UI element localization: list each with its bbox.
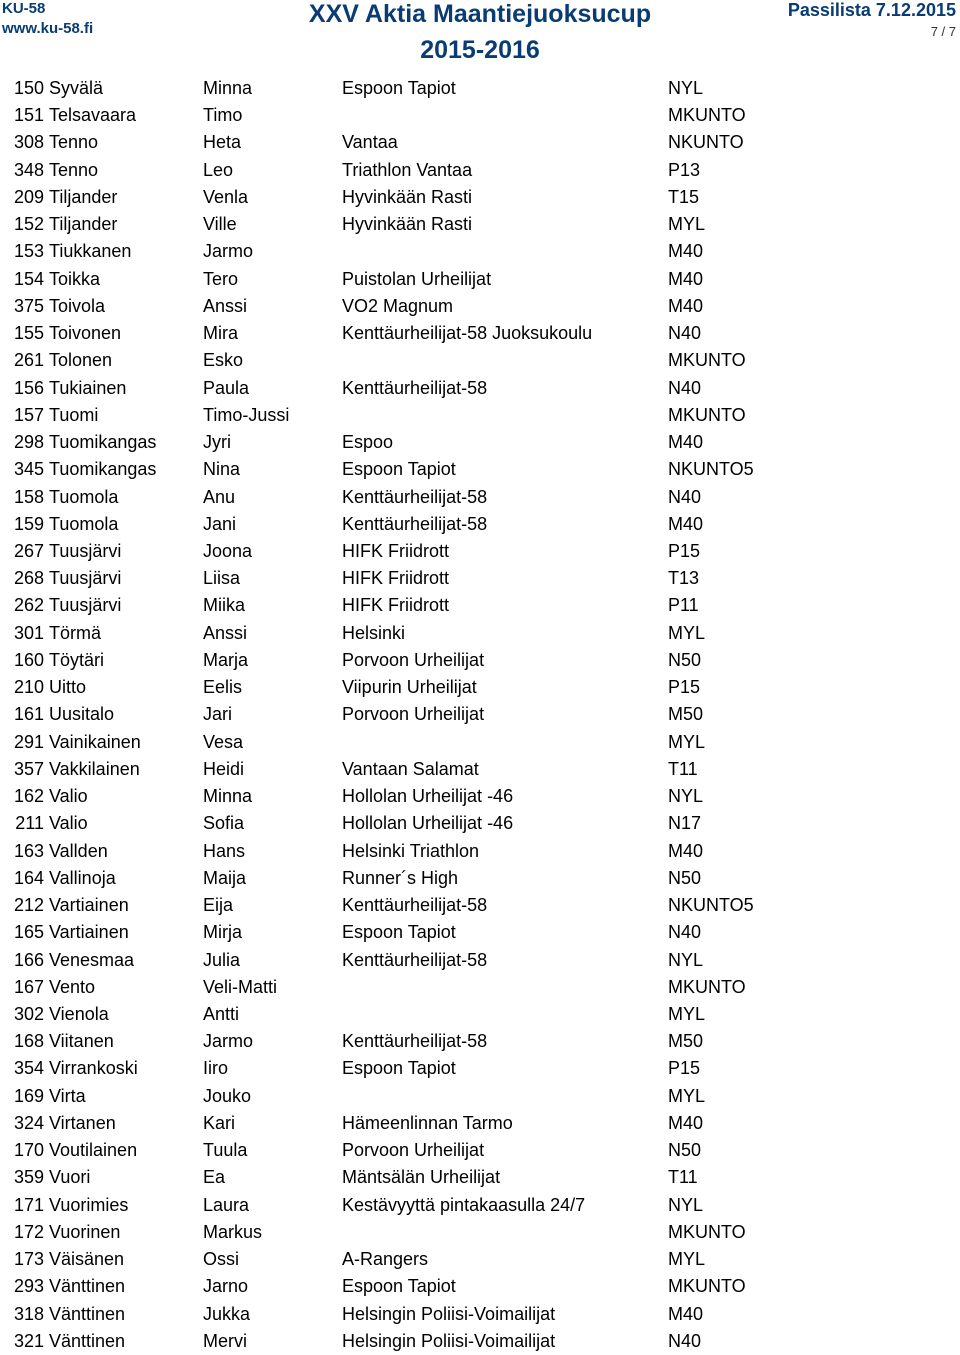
list-item xyxy=(0,1001,960,1028)
class-label: M40 xyxy=(668,432,704,453)
class-label: P13 xyxy=(668,159,701,180)
class-label: P15 xyxy=(668,677,701,698)
last-name: Toivola xyxy=(49,295,106,316)
class-label: NYL xyxy=(668,78,704,98)
bib-number: 164 xyxy=(13,867,44,888)
list-item xyxy=(0,320,960,347)
last-name: Tuusjärvi xyxy=(49,568,122,589)
club-name: Kenttäurheilijat-58 xyxy=(342,513,488,534)
first-name: Heta xyxy=(203,132,242,153)
class-label: MKUNTO xyxy=(668,404,746,425)
last-name: Vuorinen xyxy=(49,1221,121,1242)
club-name: Helsinki Triathlon xyxy=(342,840,480,861)
last-name: Vienola xyxy=(49,1003,109,1024)
club-name: Mäntsälän Urheilijat xyxy=(342,1167,501,1188)
list-item xyxy=(0,810,960,837)
last-name: Vainikainen xyxy=(49,731,141,752)
bib-number: 301 xyxy=(13,622,44,643)
list-item xyxy=(0,429,960,456)
last-name: Tuomola xyxy=(49,513,119,534)
last-name: Vänttinen xyxy=(49,1276,126,1297)
club-name: Kestävyyttä pintakaasulla 24/7 xyxy=(342,1194,586,1215)
class-label: M40 xyxy=(668,268,704,289)
first-name: Liisa xyxy=(203,568,241,589)
first-name: Miika xyxy=(203,595,246,616)
first-name: Jouko xyxy=(203,1085,252,1106)
last-name: Syvälä xyxy=(49,78,104,98)
bib-number: 155 xyxy=(13,323,44,344)
bib-number: 162 xyxy=(13,786,44,807)
first-name: Esko xyxy=(203,350,244,371)
first-name: Jukka xyxy=(203,1303,251,1324)
club-name: Espoon Tapiot xyxy=(342,922,456,943)
class-label: N50 xyxy=(668,649,702,670)
bib-number: 268 xyxy=(13,568,44,589)
first-name: Jarno xyxy=(203,1276,249,1297)
first-name: Jari xyxy=(203,704,233,725)
list-item xyxy=(0,1055,960,1082)
bib-number: 158 xyxy=(13,486,44,507)
class-label: P15 xyxy=(668,540,701,561)
last-name: Tuomola xyxy=(49,486,119,507)
list-item xyxy=(0,1028,960,1055)
class-label: N17 xyxy=(668,813,702,834)
last-name: Tiljander xyxy=(49,186,118,207)
first-name: Minna xyxy=(203,786,253,807)
last-name: Virtanen xyxy=(49,1112,116,1133)
club-name: Espoon Tapiot xyxy=(342,459,456,480)
first-name: Veli-Matti xyxy=(203,976,278,997)
last-name: Uitto xyxy=(49,677,87,698)
bib-number: 154 xyxy=(13,268,44,289)
club-name: Helsinki xyxy=(342,622,406,643)
bib-number: 291 xyxy=(13,731,44,752)
bib-number: 302 xyxy=(13,1003,44,1024)
club-name: Porvoon Urheilijat xyxy=(342,649,485,670)
list-item xyxy=(0,75,960,102)
last-name: Valio xyxy=(49,786,88,807)
list-item xyxy=(0,1301,960,1328)
first-name: Laura xyxy=(203,1194,250,1215)
last-name: Toikka xyxy=(49,268,101,289)
class-label: MYL xyxy=(668,214,706,235)
bib-number: 169 xyxy=(13,1085,44,1106)
last-name: Viitanen xyxy=(49,1031,114,1052)
class-label: M50 xyxy=(668,1031,704,1052)
last-name: Vallden xyxy=(49,840,108,861)
list-item xyxy=(0,511,960,538)
club-name: Vantaa xyxy=(342,132,398,153)
bib-number: 172 xyxy=(13,1221,44,1242)
bib-number: 166 xyxy=(13,949,44,970)
list-item xyxy=(0,592,960,619)
first-name: Heidi xyxy=(203,758,245,779)
last-name: Tuomi xyxy=(49,404,99,425)
last-name: Tiukkanen xyxy=(49,241,132,262)
class-label: NYL xyxy=(668,1194,704,1215)
bib-number: 157 xyxy=(13,404,44,425)
last-name: Tukiainen xyxy=(49,377,127,398)
first-name: Mervi xyxy=(203,1330,247,1351)
first-name: Nina xyxy=(203,459,241,480)
organization-name: KU-58 xyxy=(2,0,46,17)
class-label: N40 xyxy=(668,377,702,398)
first-name: Tuula xyxy=(203,1140,248,1161)
list-item xyxy=(0,129,960,156)
list-item xyxy=(0,674,960,701)
class-label: NYL xyxy=(668,949,704,970)
list-item xyxy=(0,620,960,647)
page-title: XXV Aktia Maantiejuoksucup xyxy=(308,0,652,28)
list-item xyxy=(0,1246,960,1273)
list-item xyxy=(0,1137,960,1164)
bib-number: 293 xyxy=(13,1276,44,1297)
first-name: Timo-Jussi xyxy=(203,404,290,425)
class-label: MKUNTO xyxy=(668,976,746,997)
participant-list xyxy=(0,75,960,1355)
list-item xyxy=(0,538,960,565)
class-label: T11 xyxy=(668,758,698,779)
club-name: Kenttäurheilijat-58 xyxy=(342,895,488,916)
last-name: Telsavaara xyxy=(49,105,137,126)
bib-number: 321 xyxy=(13,1330,44,1351)
bib-number: 261 xyxy=(13,350,44,371)
bib-number: 167 xyxy=(13,976,44,997)
first-name: Jarmo xyxy=(203,241,254,262)
list-item xyxy=(0,783,960,810)
last-name: Tuusjärvi xyxy=(49,540,122,561)
first-name: Jyri xyxy=(203,432,231,453)
first-name: Anssi xyxy=(203,295,248,316)
last-name: Töytäri xyxy=(49,649,105,670)
first-name: Eija xyxy=(203,895,234,916)
class-label: MKUNTO xyxy=(668,1276,746,1297)
club-name: Helsingin Poliisi-Voimailijat xyxy=(342,1303,556,1324)
bib-number: 168 xyxy=(13,1031,44,1052)
last-name: Tenno xyxy=(49,159,99,180)
bib-number: 354 xyxy=(13,1058,44,1079)
list-item xyxy=(0,565,960,592)
class-label: MYL xyxy=(668,1085,706,1106)
class-label: T15 xyxy=(668,186,700,207)
list-item xyxy=(0,1083,960,1110)
bib-number: 324 xyxy=(13,1112,44,1133)
last-name: Vänttinen xyxy=(49,1303,126,1324)
first-name: Eelis xyxy=(203,677,243,698)
last-name: Vallinoja xyxy=(49,867,116,888)
list-item xyxy=(0,1328,960,1355)
club-name: Runner´s High xyxy=(342,867,459,888)
last-name: Vento xyxy=(49,976,96,997)
bib-number: 262 xyxy=(13,595,44,616)
bib-number: 348 xyxy=(13,159,44,180)
club-name: Kenttäurheilijat-58 Juoksukoulu xyxy=(342,323,593,344)
class-label: T11 xyxy=(668,1167,698,1188)
club-name: Puistolan Urheilijat xyxy=(342,268,492,289)
last-name: Väisänen xyxy=(49,1249,125,1270)
bib-number: 159 xyxy=(13,513,44,534)
first-name: Tero xyxy=(203,268,239,289)
bib-number: 151 xyxy=(13,105,44,126)
first-name: Maija xyxy=(203,867,247,888)
bib-number: 152 xyxy=(13,214,44,235)
last-name: Törmä xyxy=(49,622,102,643)
bib-number: 150 xyxy=(13,78,44,98)
club-name: Espoon Tapiot xyxy=(342,1276,456,1297)
list-item xyxy=(0,402,960,429)
class-label: P11 xyxy=(668,595,699,616)
class-label: N40 xyxy=(668,486,702,507)
class-label: MKUNTO xyxy=(668,105,746,126)
first-name: Paula xyxy=(203,377,250,398)
class-label: MYL xyxy=(668,1003,706,1024)
list-item xyxy=(0,375,960,402)
club-name: Vantaan Salamat xyxy=(342,758,479,779)
bib-number: 211 xyxy=(15,813,44,834)
class-label: MYL xyxy=(668,622,706,643)
first-name: Vesa xyxy=(203,731,244,752)
last-name: Tuomikangas xyxy=(49,432,157,453)
list-item xyxy=(0,238,960,265)
class-label: N50 xyxy=(668,1140,702,1161)
class-label: NYL xyxy=(668,786,704,807)
bib-number: 308 xyxy=(13,132,44,153)
class-label: MYL xyxy=(668,1249,706,1270)
list-item xyxy=(0,729,960,756)
list-item xyxy=(0,838,960,865)
last-name: Tenno xyxy=(49,132,99,153)
first-name: Joona xyxy=(203,540,253,561)
first-name: Hans xyxy=(203,840,246,861)
list-item xyxy=(0,347,960,374)
club-name: Hyvinkään Rasti xyxy=(342,214,473,235)
club-name: Espoo xyxy=(342,432,394,453)
class-label: M40 xyxy=(668,840,704,861)
last-name: Vartiainen xyxy=(49,922,129,943)
first-name: Leo xyxy=(203,159,234,180)
bib-number: 298 xyxy=(13,432,44,453)
club-name: A-Rangers xyxy=(342,1249,429,1270)
first-name: Iiro xyxy=(203,1058,229,1079)
class-label: N40 xyxy=(668,1330,702,1351)
class-label: MKUNTO xyxy=(668,350,746,371)
club-name: VO2 Magnum xyxy=(342,295,454,316)
bib-number: 160 xyxy=(13,649,44,670)
class-label: M40 xyxy=(668,513,704,534)
class-label: M40 xyxy=(668,1303,704,1324)
class-label: NKUNTO5 xyxy=(668,895,754,916)
last-name: Tolonen xyxy=(49,350,113,371)
last-name: Tiljander xyxy=(49,214,118,235)
list-item xyxy=(0,1164,960,1191)
list-item xyxy=(0,484,960,511)
club-name: Kenttäurheilijat-58 xyxy=(342,1031,488,1052)
first-name: Marja xyxy=(203,649,249,670)
last-name: Vänttinen xyxy=(49,1330,126,1351)
website-link[interactable]: www.ku-58.fi xyxy=(2,20,94,37)
list-item xyxy=(0,1110,960,1137)
class-label: M40 xyxy=(668,295,704,316)
club-name: Hyvinkään Rasti xyxy=(342,186,473,207)
class-label: T13 xyxy=(668,568,700,589)
list-item xyxy=(0,919,960,946)
club-name: Kenttäurheilijat-58 xyxy=(342,486,488,507)
first-name: Minna xyxy=(203,78,253,98)
list-item xyxy=(0,974,960,1001)
first-name: Ossi xyxy=(203,1249,239,1270)
list-item xyxy=(0,157,960,184)
list-item xyxy=(0,947,960,974)
class-label: N40 xyxy=(668,323,702,344)
last-name: Vuori xyxy=(49,1167,91,1188)
class-label: MKUNTO xyxy=(668,1221,746,1242)
club-name: Hämeenlinnan Tarmo xyxy=(342,1112,513,1133)
club-name: HIFK Friidrott xyxy=(342,540,450,561)
last-name: Voutilainen xyxy=(49,1140,138,1161)
first-name: Julia xyxy=(203,949,241,970)
first-name: Ville xyxy=(203,214,237,235)
list-item xyxy=(0,701,960,728)
page-number: 7 / 7 xyxy=(930,24,956,39)
last-name: Vakkilainen xyxy=(49,758,140,779)
bib-number: 375 xyxy=(13,295,44,316)
season-label: 2015-2016 xyxy=(420,36,540,64)
club-name: Kenttäurheilijat-58 xyxy=(342,949,488,970)
bib-number: 345 xyxy=(13,459,44,480)
first-name: Antti xyxy=(203,1003,240,1024)
club-name: Hollolan Urheilijat -46 xyxy=(342,786,514,807)
list-item xyxy=(0,1219,960,1246)
club-name: Porvoon Urheilijat xyxy=(342,1140,485,1161)
club-name: HIFK Friidrott xyxy=(342,568,450,589)
club-name: Espoon Tapiot xyxy=(342,78,456,98)
club-name: Viipurin Urheilijat xyxy=(342,677,477,698)
club-name: Porvoon Urheilijat xyxy=(342,704,485,725)
club-name: Helsingin Poliisi-Voimailijat xyxy=(342,1330,556,1351)
bib-number: 173 xyxy=(13,1249,44,1270)
last-name: Vartiainen xyxy=(49,895,129,916)
club-name: Triathlon Vantaa xyxy=(342,159,473,180)
bib-number: 161 xyxy=(13,704,44,725)
club-name: Kenttäurheilijat-58 xyxy=(342,377,488,398)
bib-number: 156 xyxy=(13,377,44,398)
last-name: Virta xyxy=(49,1085,86,1106)
bib-number: 163 xyxy=(13,840,44,861)
class-label: NKUNTO xyxy=(668,132,744,153)
first-name: Ea xyxy=(203,1167,226,1188)
first-name: Sofia xyxy=(203,813,245,834)
last-name: Tuomikangas xyxy=(49,459,157,480)
list-item xyxy=(0,756,960,783)
first-name: Markus xyxy=(203,1221,263,1242)
last-name: Tuusjärvi xyxy=(49,595,122,616)
class-label: N50 xyxy=(668,867,702,888)
bib-number: 210 xyxy=(13,677,44,698)
list-title: Passilista 7.12.2015 xyxy=(787,0,956,20)
first-name: Mirja xyxy=(203,922,242,943)
first-name: Anu xyxy=(203,486,236,507)
last-name: Vuorimies xyxy=(49,1194,129,1215)
class-label: M50 xyxy=(668,704,704,725)
club-name: HIFK Friidrott xyxy=(342,595,450,616)
first-name: Kari xyxy=(203,1112,236,1133)
bib-number: 212 xyxy=(13,895,44,916)
class-label: N40 xyxy=(668,922,702,943)
last-name: Valio xyxy=(49,813,88,834)
first-name: Timo xyxy=(203,105,243,126)
bib-number: 209 xyxy=(13,186,44,207)
bib-number: 153 xyxy=(13,241,44,262)
list-item xyxy=(0,892,960,919)
class-label: M40 xyxy=(668,1112,704,1133)
list-item xyxy=(0,1273,960,1300)
list-item xyxy=(0,456,960,483)
last-name: Venesmaa xyxy=(49,949,135,970)
bib-number: 357 xyxy=(13,758,44,779)
list-item xyxy=(0,211,960,238)
list-item xyxy=(0,865,960,892)
first-name: Venla xyxy=(203,186,249,207)
list-item xyxy=(0,102,960,129)
last-name: Toivonen xyxy=(49,323,122,344)
first-name: Jarmo xyxy=(203,1031,254,1052)
class-label: NKUNTO5 xyxy=(668,459,754,480)
bib-number: 318 xyxy=(13,1303,44,1324)
first-name: Anssi xyxy=(203,622,248,643)
class-label: P15 xyxy=(668,1058,701,1079)
first-name: Mira xyxy=(203,323,238,344)
list-item xyxy=(0,266,960,293)
bib-number: 267 xyxy=(13,540,44,561)
bib-number: 171 xyxy=(13,1194,44,1215)
bib-number: 165 xyxy=(13,922,44,943)
bib-number: 170 xyxy=(13,1140,44,1161)
list-item xyxy=(0,184,960,211)
club-name: Hollolan Urheilijat -46 xyxy=(342,813,514,834)
last-name: Uusitalo xyxy=(49,704,115,725)
bib-number: 359 xyxy=(13,1167,44,1188)
club-name: Espoon Tapiot xyxy=(342,1058,456,1079)
list-item xyxy=(0,647,960,674)
list-item xyxy=(0,293,960,320)
class-label: MYL xyxy=(668,731,706,752)
last-name: Virrankoski xyxy=(49,1058,138,1079)
first-name: Jani xyxy=(203,513,237,534)
class-label: M40 xyxy=(668,241,704,262)
list-item xyxy=(0,1192,960,1219)
